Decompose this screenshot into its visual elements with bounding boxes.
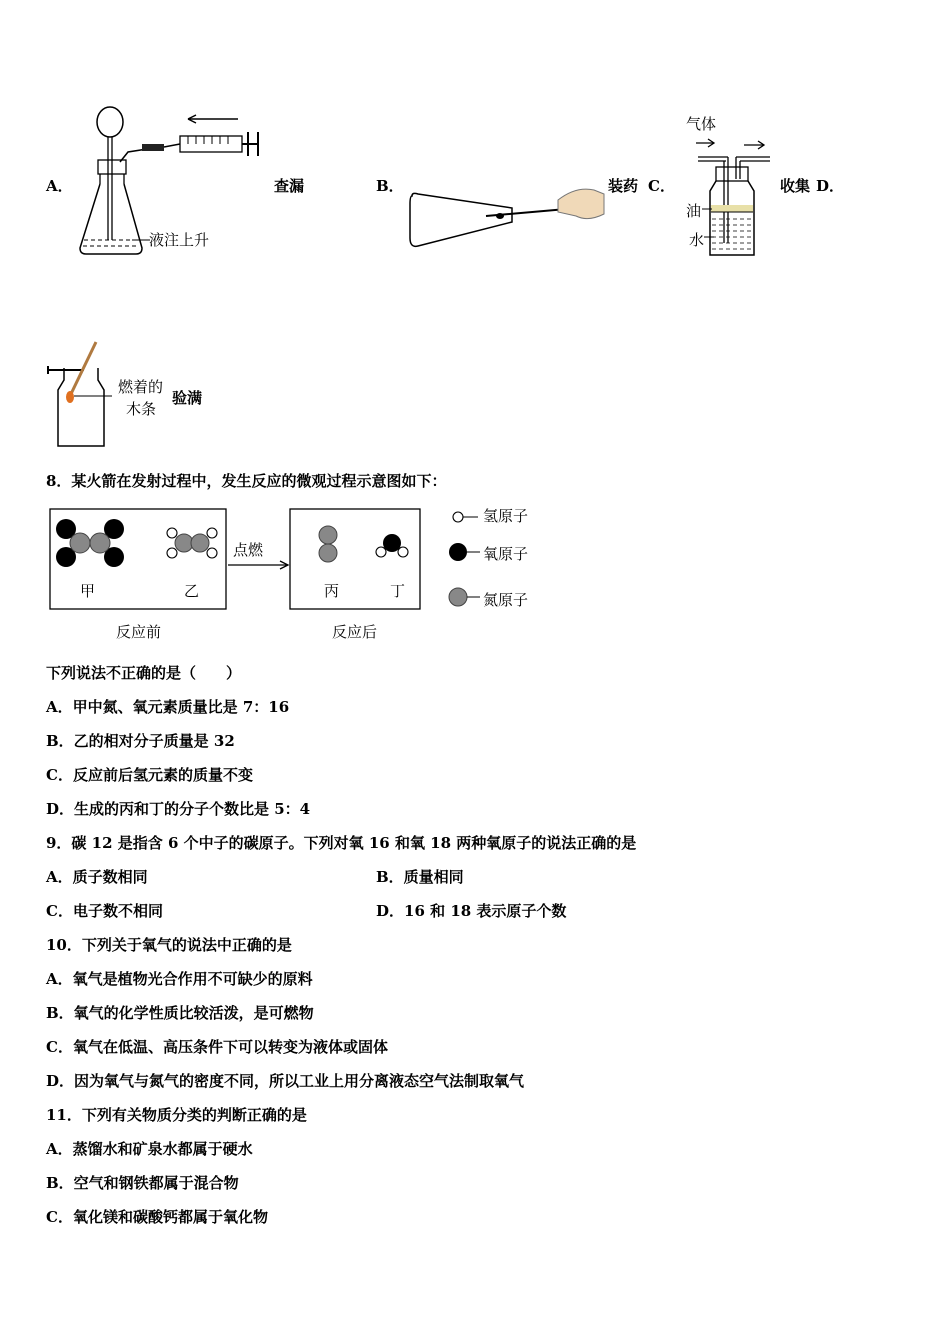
q7-option-a-caption: 查漏 bbox=[274, 177, 305, 195]
q10-option-d: D．因为氧气与氮气的密度不同，所以工业上用分离液态空气法制取氧气 bbox=[46, 1072, 525, 1090]
q8-label-ding: 丁 bbox=[390, 582, 406, 600]
q7-option-d-letter: D． bbox=[816, 177, 845, 195]
q9-option-d: D．16 和 18 表示原子个数 bbox=[376, 902, 567, 920]
q11-option-c: C．氧化镁和碳酸钙都属于氧化物 bbox=[46, 1208, 268, 1226]
q7-option-c-caption: 收集 bbox=[780, 177, 811, 195]
apparatus-b-loading bbox=[408, 186, 608, 256]
apparatus-c-water-label: 水 bbox=[689, 231, 705, 249]
q9-option-b: B．质量相同 bbox=[376, 868, 464, 886]
q8-label-bing: 丙 bbox=[324, 582, 340, 600]
q7-option-b-letter: B． bbox=[376, 177, 404, 195]
apparatus-c-gas-label: 气体 bbox=[686, 115, 717, 133]
q8-legend-oxygen: 氧原子 bbox=[483, 545, 529, 563]
q7-option-d-caption: 验满 bbox=[172, 389, 203, 407]
q7-option-b-caption: 装药 bbox=[608, 177, 639, 195]
q8-option-c: C．反应前后氢元素的质量不变 bbox=[46, 766, 253, 784]
apparatus-c-oil-label: 油 bbox=[686, 202, 702, 220]
apparatus-d-label-1: 燃着的 bbox=[118, 378, 164, 396]
q10-option-b: B．氧气的化学性质比较活泼，是可燃物 bbox=[46, 1004, 314, 1022]
apparatus-d-full-check bbox=[44, 340, 124, 452]
q9-stem: 9．碳 12 是指含 6 个中子的碳原子。下列对氧 16 和氧 18 两种氧原子的说法正确的是 bbox=[46, 834, 637, 852]
q8-legend-hydrogen: 氢原子 bbox=[483, 507, 529, 525]
q7-option-a-letter: A． bbox=[46, 177, 73, 195]
q7-option-c-letter: C． bbox=[648, 177, 675, 195]
q8-label-jia: 甲 bbox=[80, 582, 96, 600]
q9-option-c: C．电子数不相同 bbox=[46, 902, 163, 920]
q8-stem: 8．某火箭在发射过程中，发生反应的微观过程示意图如下： bbox=[46, 472, 447, 490]
q8-label-condition: 点燃 bbox=[233, 541, 264, 559]
q8-prompt: 下列说法不正确的是（ ） bbox=[46, 664, 242, 682]
q9-option-a: A．质子数相同 bbox=[46, 868, 148, 886]
q8-option-d: D．生成的丙和丁的分子个数比是 5：4 bbox=[46, 800, 311, 818]
q8-label-yi: 乙 bbox=[184, 582, 200, 600]
q11-option-a: A．蒸馏水和矿泉水都属于硬水 bbox=[46, 1140, 253, 1158]
q11-stem: 11．下列有关物质分类的判断正确的是 bbox=[46, 1106, 307, 1124]
q8-legend-nitrogen: 氮原子 bbox=[483, 591, 529, 609]
q8-option-b: B．乙的相对分子质量是 32 bbox=[46, 732, 235, 750]
q10-option-a: A．氧气是植物光合作用不可缺少的原料 bbox=[46, 970, 313, 988]
q8-label-before: 反应前 bbox=[116, 623, 162, 641]
q11-option-b: B．空气和钢铁都属于混合物 bbox=[46, 1174, 239, 1192]
apparatus-d-label-2: 木条 bbox=[126, 400, 157, 418]
apparatus-a-label: 液注上升 bbox=[149, 231, 210, 249]
q10-stem: 10．下列关于氧气的说法中正确的是 bbox=[46, 936, 292, 954]
q10-option-c: C．氧气在低温、高压条件下可以转变为液体或固体 bbox=[46, 1038, 388, 1056]
q8-option-a: A．甲中氮、氧元素质量比是 7：16 bbox=[46, 698, 290, 716]
q8-label-after: 反应后 bbox=[332, 623, 378, 641]
